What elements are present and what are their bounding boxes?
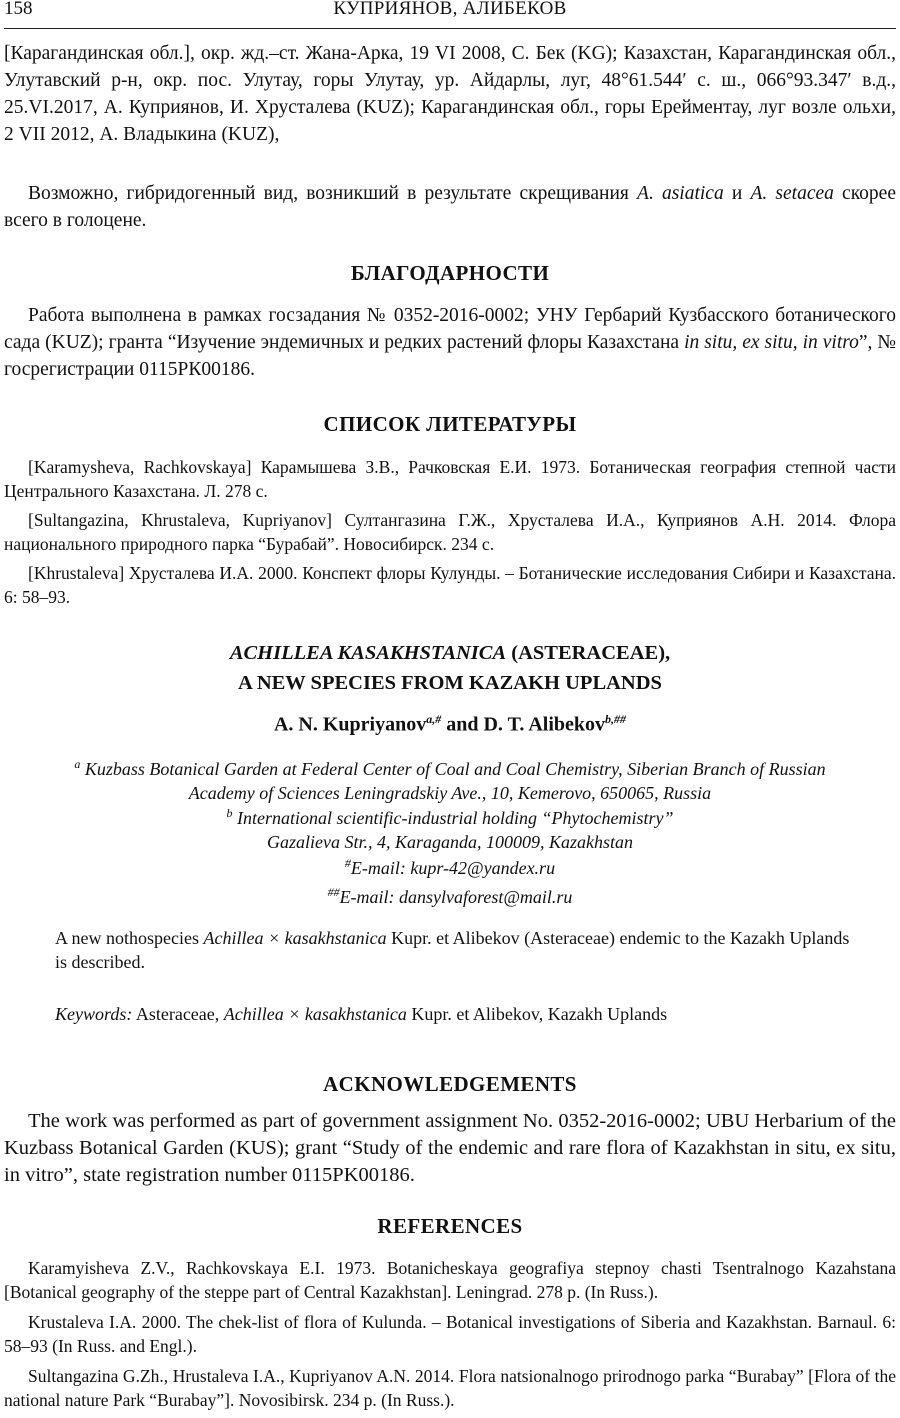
email-link[interactable]: E-mail: kupr-42@yandex.ru <box>350 858 556 878</box>
specimens-text: [Карагандинская обл.], окр. жд.–ст. Жана-Арка, 19 VI 2008, С. Бек (KG); Казахстан, Карагандинская обл., Улутавский р-н, окр. пос. Улутау, горы Улутау, ур. Айдарлы, луг, 48°61.544′ с. ш., 066°93.347′ в.д., 25.VI.2017, А. Куприянов, И. Хрусталева (KUZ); Карагандинская обл., горы Ерейментау, луг возле ольхи, 2 VII 2012, А. Владыкина (KUZ), <box>4 43 896 145</box>
specimens-paragraph <box>4 40 896 148</box>
ru-references-list <box>4 456 896 615</box>
author-name: D. T. Alibekov <box>483 713 605 736</box>
email-1: #E-mail: kupr-42@yandex.ru <box>344 856 556 878</box>
affiliation-b: $^b$ International scientific-industrial holding “Phytochemistry” Gazalieva Str., 4, Karaganda, 100009, Kazakhstan <box>226 806 674 852</box>
running-title: КУПРИЯНОВ, АЛИБЕКОВ <box>333 0 567 19</box>
running-header <box>4 0 896 29</box>
author-name: A. N. Kupriyanov <box>273 713 427 736</box>
email-2: ##E-mail: dansylvaforest@mail.ru <box>327 885 573 907</box>
section-heading-ru-ack: БЛАГОДАРНОСТИ <box>350 261 550 285</box>
reference-item: [Sultangazina, Khrustaleva, Kupriyanov] Султангазина Г.Ж., Хрусталева И.А., Куприянов А.Н. 2014. Флора национального природного парка “Бурабай”. Новосибирск. 234 с. <box>4 510 896 554</box>
species-name: A. asiatica <box>637 183 724 204</box>
page-number: 158 <box>4 0 33 19</box>
email-link[interactable]: E-mail: dansylvaforest@mail.ru <box>339 887 573 907</box>
section-heading-en-refs: REFERENCES <box>377 1214 523 1238</box>
reference-item: [Karamysheva, Rachkovskaya] Карамышева З.В., Рачковская Е.И. 1973. Ботаническая география степной части Центрального Казахстана. Л. 278 с. <box>4 457 896 501</box>
keywords-label: Keywords: <box>55 1004 133 1024</box>
abstract: A new nothospecies Achillea × kasakhstanica Kupr. et Alibekov (Asteraceae) endemic to the Kazakh Uplands is described. <box>55 928 850 972</box>
article-title: ACHILLEA KASAKHSTANICA (ASTERACEAE), A NEW SPECIES FROM KAZAKH UPLANDS <box>229 642 671 694</box>
hybrid-paragraph: Возможно, гибридогенный вид, возникший в результате скрещивания A. asiatica и A. setacea скорее всего в голоцене. <box>4 183 896 231</box>
author-line: A. N. Kupriyanov$^{a,\#}$ and D. T. Alibekov$^{b,\#\#}$ <box>273 712 626 736</box>
species-name: A. setacea <box>750 183 834 204</box>
reference-item: [Khrustaleva] Хрусталева И.А. 2000. Конспект флоры Кулунды. – Ботанические исследования Сибири и Казахстана. 6: 58–93. <box>4 563 896 607</box>
section-heading-en-ack: ACKNOWLEDGEMENTS <box>323 1072 577 1096</box>
en-ack-paragraph: The work was performed as part of government assignment No. 0352-2016-0002; UBU Herbarium of the Kuzbass Botanical Garden (KUS); grant “Study of the endemic and rare flora of Kazakhstan in situ, ex situ, in vitro”, state registration number 0115PK00186. <box>4 1110 896 1186</box>
ru-ack-paragraph: Работа выполнена в рамках госзадания № 0352-2016-0002; УНУ Гербарий Кузбасского ботанического сада (KUZ); гранта “Изучение эндемичных и редких растений флоры Казахстана in situ, ex situ, in vitro”, № госрегистрации 0115РК00186. <box>4 305 896 380</box>
en-references-list <box>4 1256 896 1418</box>
reference-item: Karamyisheva Z.V., Rachkovskaya E.I. 1973. Botanicheskaya geografiya stepnoy chasti Tsentralnogo Kazahstana [Botanical geography of the steppe part of Central Kazakhstan]. Leningrad. 278 p. (In Russ.). <box>4 1258 896 1302</box>
reference-item: Krustaleva I.A. 2000. The chek-list of flora of Kulunda. – Botanical investigations of Siberia and Kazakhstan. Barnaul. 6: 58–93 (In Russ. and Engl.). <box>4 1312 896 1356</box>
reference-item: Sultangazina G.Zh., Hrustaleva I.A., Kupriyanov A.N. 2014. Flora natsionalnogo prirodnogo parka “Burabay” [Flora of the national nature Park “Burabay”]. Novosibirsk. 234 p. (In Russ.). <box>4 1366 896 1410</box>
keywords: Keywords: Asteraceae, Achillea × kasakhstanica Kupr. et Alibekov, Kazakh Uplands <box>55 1004 668 1024</box>
section-heading-ru-refs: СПИСОК ЛИТЕРАТУРЫ <box>323 412 577 436</box>
affiliation-a: $^a$ Kuzbass Botanical Garden at Federal Center of Coal and Coal Chemistry, Siberian Branch of Russian Academy of Sciences Leningradskiy Ave., 10, Kemerovo, 650065, Russia <box>74 757 826 803</box>
